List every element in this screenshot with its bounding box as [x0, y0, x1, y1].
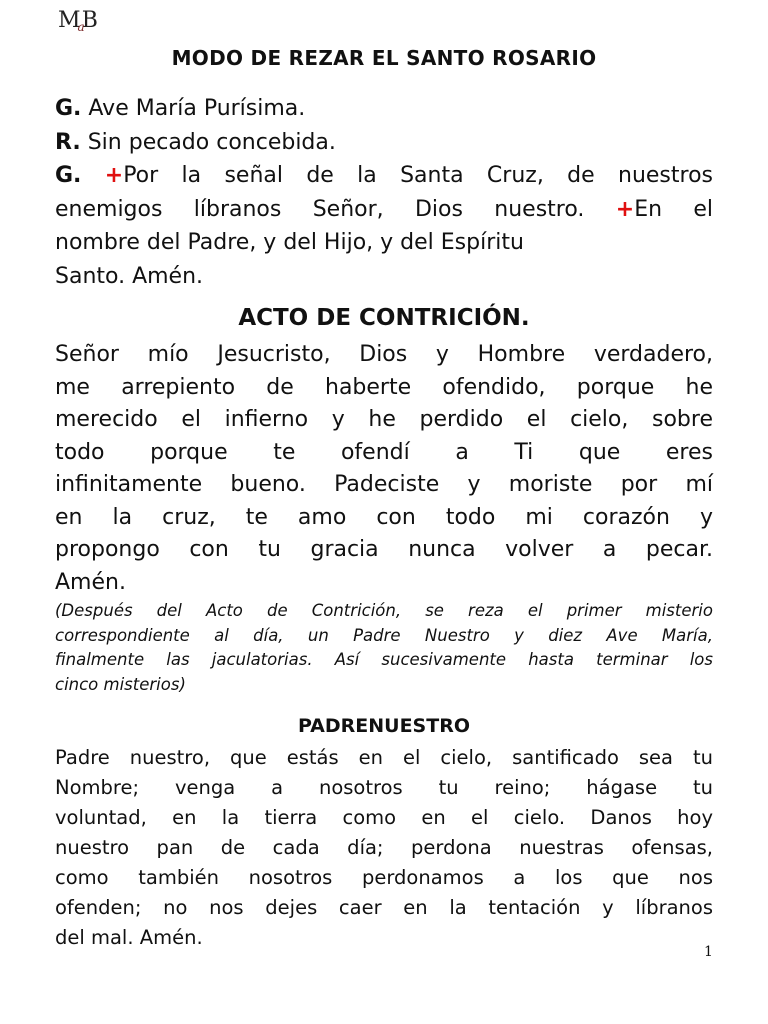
text-line: en la cruz, te amo con todo mi corazón y — [55, 504, 713, 530]
page-number: 1 — [704, 944, 713, 960]
text-line: nuestro pan de cada día; perdona nuestras ofensas, — [55, 836, 713, 859]
intro-line — [55, 159, 713, 193]
intro-line: Santo. Amén. — [55, 263, 204, 289]
instruction-note — [55, 599, 713, 697]
cross-icon: + — [615, 196, 635, 222]
speaker-label: R. — [55, 129, 81, 155]
padrenuestro-heading: PADRENUESTRO — [297, 715, 470, 737]
text-line: Padre nuestro, que estás en el cielo, santificado sea tu — [55, 746, 713, 769]
line-text: En el — [634, 196, 714, 222]
intro-line: nombre del Padre, y del Hijo, y del Espíritu — [55, 230, 524, 255]
text-line: me arrepiento de haberte ofendido, porque he — [55, 374, 713, 400]
line-text: enemigos líbranos Señor, Dios nuestro. — [55, 196, 616, 222]
intro-line — [55, 126, 713, 160]
text-line: merecido el infierno y he perdido el cielo, sobre — [55, 407, 713, 432]
line-text: Ave María Purísima. — [81, 96, 306, 121]
speaker-label: G. — [55, 163, 82, 188]
text-line: Amén. — [55, 569, 126, 595]
intro-block — [55, 92, 713, 293]
text-line: ofenden; no nos dejes caer en la tentación y líbranos — [55, 896, 713, 919]
text-line: del mal. Amén. — [55, 926, 203, 949]
note-line: correspondiente al día, un Padre Nuestro y diez Ave María, — [55, 625, 713, 645]
text-line: como también nosotros perdonamos a los que nos — [55, 866, 713, 889]
note-line: cinco misterios) — [55, 674, 186, 694]
logo-m: M — [58, 8, 78, 33]
cross-icon: + — [104, 163, 124, 188]
text-line: Señor mío Jesucristo, Dios y Hombre verdadero, — [55, 342, 713, 367]
line-text: Por la señal de la Santa Cruz, de nuestros — [123, 163, 713, 188]
contricion-heading: ACTO DE CONTRICIÓN. — [238, 305, 530, 331]
text-line: propongo con tu gracia nunca volver a pecar. — [55, 537, 713, 562]
logo — [58, 8, 95, 33]
contricion-text — [55, 339, 713, 599]
spacer — [81, 163, 104, 188]
logo-a: a — [77, 20, 82, 34]
note-line: finalmente las jaculatorias. Así sucesivamente hasta terminar los — [55, 650, 713, 669]
intro-line — [55, 92, 713, 126]
text-line: todo porque te ofendí a Ti que eres — [55, 439, 713, 465]
padrenuestro-text — [55, 743, 713, 953]
logo-b: B — [81, 8, 95, 33]
text-line: voluntad, en la tierra como en el cielo. Danos hoy — [55, 806, 713, 829]
note-line: (Después del Acto de Contrición, se reza el primer misterio — [55, 601, 713, 620]
speaker-label: G. — [55, 96, 82, 121]
line-text: Sin pecado concebida. — [80, 129, 336, 155]
text-line: Nombre; venga a nosotros tu reino; hágase tu — [55, 776, 713, 799]
text-line: infinitamente bueno. Padeciste y moriste por mí — [55, 472, 713, 497]
page-title: MODO DE REZAR EL SANTO ROSARIO — [171, 46, 597, 70]
intro-line — [55, 193, 713, 227]
